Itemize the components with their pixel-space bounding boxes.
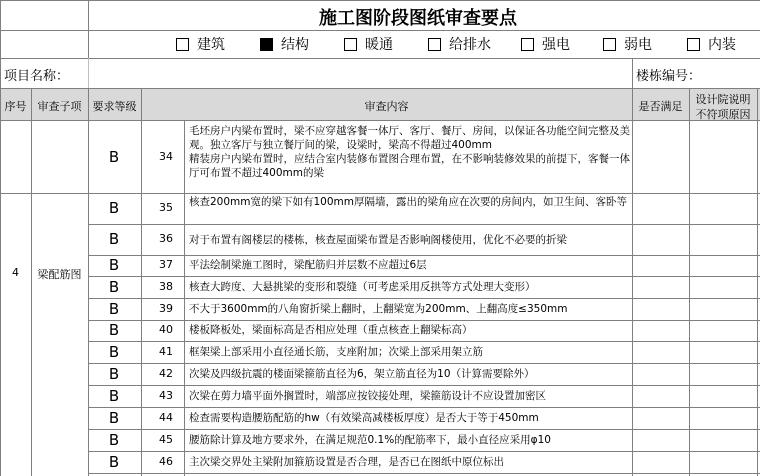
checkbox-label: 弱电 [624,37,652,53]
project-name-label: 项目名称： [4,69,70,84]
row-level: B [108,230,120,248]
row-content: 毛坯房户内梁布置时，梁不应穿越客餐一体厅、客厅、餐厅、房间，以保证各功能空间完整及美观。独立客厅与独立餐厅间的梁，设梁时，梁高不得超过400mm 精装房户内梁布置时，应结合室内装修布置图合理布置，在不影响装修效果的前提下，客餐一体厅可布置不超过400mm的梁 [189,125,630,179]
checkbox-label: 暖通 [365,37,393,53]
row-content: 框架梁上部采用小直径通长筋，支座附加；次梁上部采用架立筋 [189,346,483,358]
row-number: 34 [159,150,173,163]
row-level: B [108,387,120,405]
header-level: 要求等级 [92,100,137,113]
row-content: 检查需要构造腰筋配筋的hw（有效梁高减楼板厚度）是否大于等于450mm [189,412,539,424]
row-content: 平法绘制梁施工图时，梁配筋归并层数不应超过6层 [189,259,427,271]
row-number: 44 [159,411,173,424]
row-content: 不大于3600mm的八角窗折梁上翻时，上翻梁宽为200mm、上翻高度≤350mm [189,303,568,315]
row-number: 35 [159,201,173,214]
header-reason-line2: 不符项原因 [695,108,751,121]
row-level: B [108,453,120,471]
row-content: 腰筋除计算及地方要求外，在满足规范0.1%的配筋率下，最小直径应采用φ10 [189,434,551,446]
checkbox-icon[interactable] [344,38,357,51]
row-level: B [108,343,120,361]
row-number: 37 [159,258,173,271]
checkbox-icon[interactable] [603,38,616,51]
row-content: 次梁在剪力墙平面外搁置时，端部应按铰接处理，梁箍筋设计不应设置加密区 [189,390,546,402]
row-content: 楼板降板处，梁面标高是否相应处理（重点核查上翻梁标高） [189,324,473,336]
group-subitem: 梁配筋图 [37,268,82,281]
checkbox-plumbing[interactable] [428,34,491,54]
row-level: B [108,365,120,383]
row-content: 次梁及四级抗震的楼面梁箍筋直径为6，架立筋直径为10（计算需要除外） [189,368,535,380]
row-number: 46 [159,455,173,468]
row-number: 41 [159,345,173,358]
header-seq: 序号 [4,100,27,113]
header-reason-line1: 设计院说明 [695,93,751,106]
group-seq: 4 [12,266,19,279]
row-content: 对于布置有阁楼层的楼栋，核查屋面梁布置是否影响阁楼使用，优化不必要的折梁 [189,234,567,246]
row-level: B [108,409,120,427]
checkbox-power[interactable] [521,34,570,54]
row-level: B [108,321,120,339]
header-content: 审查内容 [364,100,409,113]
row-number: 40 [159,323,173,336]
checkbox-icon[interactable] [428,38,441,51]
checkbox-low-voltage[interactable] [603,34,652,54]
checkbox-label: 给排水 [449,37,491,53]
checkbox-checked-icon[interactable] [260,38,273,51]
header-satisfied: 是否满足 [638,100,683,113]
checkbox-label: 建筑 [197,37,225,53]
row-content: 主次梁交界处主梁附加箍筋设置是否合理，是否已在图纸中原位标出 [189,456,504,468]
checkbox-icon[interactable] [521,38,534,51]
checkbox-hvac[interactable] [344,34,393,54]
row-number: 42 [159,367,173,380]
header-subitem: 审查子项 [37,100,82,113]
checkbox-architecture[interactable] [176,34,225,54]
building-number-label: 楼栋编号： [636,69,702,84]
row-level: B [108,300,120,318]
row-number: 38 [159,280,173,293]
row-content: 核查大跨度、大悬挑梁的变形和裂缝（可考虑采用反拱等方式处理大变形） [189,281,536,293]
checkbox-label: 结构 [281,37,309,53]
row-content: 核查200mm宽的梁下如有100mm厚隔墙，露出的梁角应在次要的房间内，如卫生间、客卧等 [189,196,627,208]
row-level: B [108,199,120,217]
row-level: B [108,278,120,296]
checkbox-interior[interactable] [687,34,736,54]
row-number: 39 [159,302,173,315]
row-number: 36 [159,232,173,245]
row-level: B [108,148,120,166]
row-level: B [108,431,120,449]
checkbox-icon[interactable] [687,38,700,51]
row-level: B [108,256,120,274]
row-number: 43 [159,389,173,402]
row-number: 45 [159,433,173,446]
checkbox-structure[interactable] [260,34,309,54]
checkbox-label: 内装 [708,37,736,53]
sheet-title: 施工图阶段图纸审查要点 [319,8,517,29]
checkbox-label: 强电 [542,37,570,53]
checkbox-icon[interactable] [176,38,189,51]
